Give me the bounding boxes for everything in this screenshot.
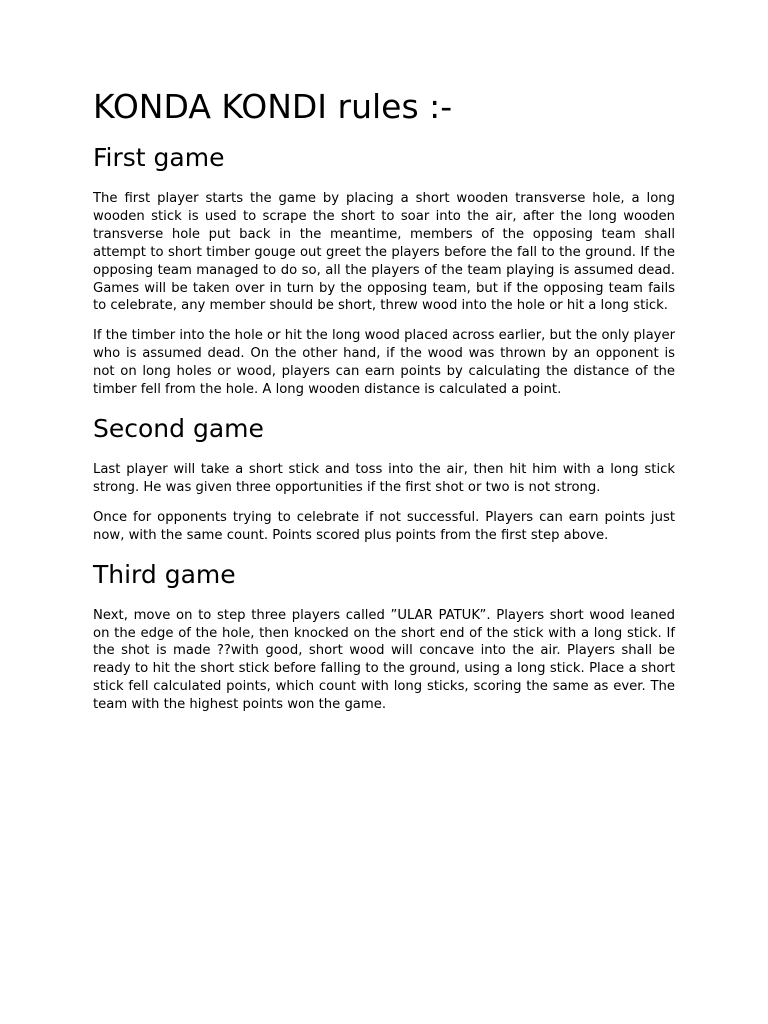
section-first-game bbox=[93, 140, 675, 399]
paragraph: If the timber into the hole or hit the long wood placed across earlier, but the only player who is assumed dead. On the other hand, if the wood was thrown by an opponent is not on long holes or wood, players can earn points by calculating the distance of the timber fell from the hole. A long wooden distance is calculated a point. bbox=[93, 328, 675, 398]
section-third-game bbox=[93, 557, 675, 714]
section-second-game bbox=[93, 411, 675, 545]
paragraph: Next, move on to step three players called ”ULAR PATUK”. Players short wood leaned on the edge of the hole, then knocked on the short end of the stick with a long stick. If the shot is made ??with good, short wood will concave into the air. Players shall be ready to hit the short stick before falling to the ground, using a long stick. Place a short stick fell calculated points, which count with long sticks, scoring the same as ever. The team with the highest points won the game. bbox=[93, 607, 675, 713]
section-heading-third-game: Third game bbox=[93, 559, 236, 589]
document-title: KONDA KONDI rules :- bbox=[93, 87, 453, 126]
paragraph: Last player will take a short stick and toss into the air, then hit him with a long stick strong. He was given three opportunities if the first shot or two is not strong. bbox=[93, 461, 675, 495]
section-heading-second-game: Second game bbox=[93, 413, 264, 443]
paragraph: Once for opponents trying to celebrate if not successful. Players can earn points just now, with the same count. Points scored plus points from the first step above. bbox=[93, 509, 675, 543]
section-heading-first-game: First game bbox=[93, 143, 225, 172]
document-page bbox=[93, 84, 675, 726]
paragraph: The first player starts the game by placing a short wooden transverse hole, a long wooden stick is used to scrape the short to soar into the air, after the long wooden transverse hole put back in the meantime, members of the opposing team shall attempt to short timber gouge out greet the players before the fall to the ground. If the opposing team managed to do so, all the players of the team playing is assumed dead. Games will be taken over in turn by the opposing team, but if the opposing team fails to celebrate, any member should be short, threw wood into the hole or hit a long stick. bbox=[93, 191, 675, 314]
